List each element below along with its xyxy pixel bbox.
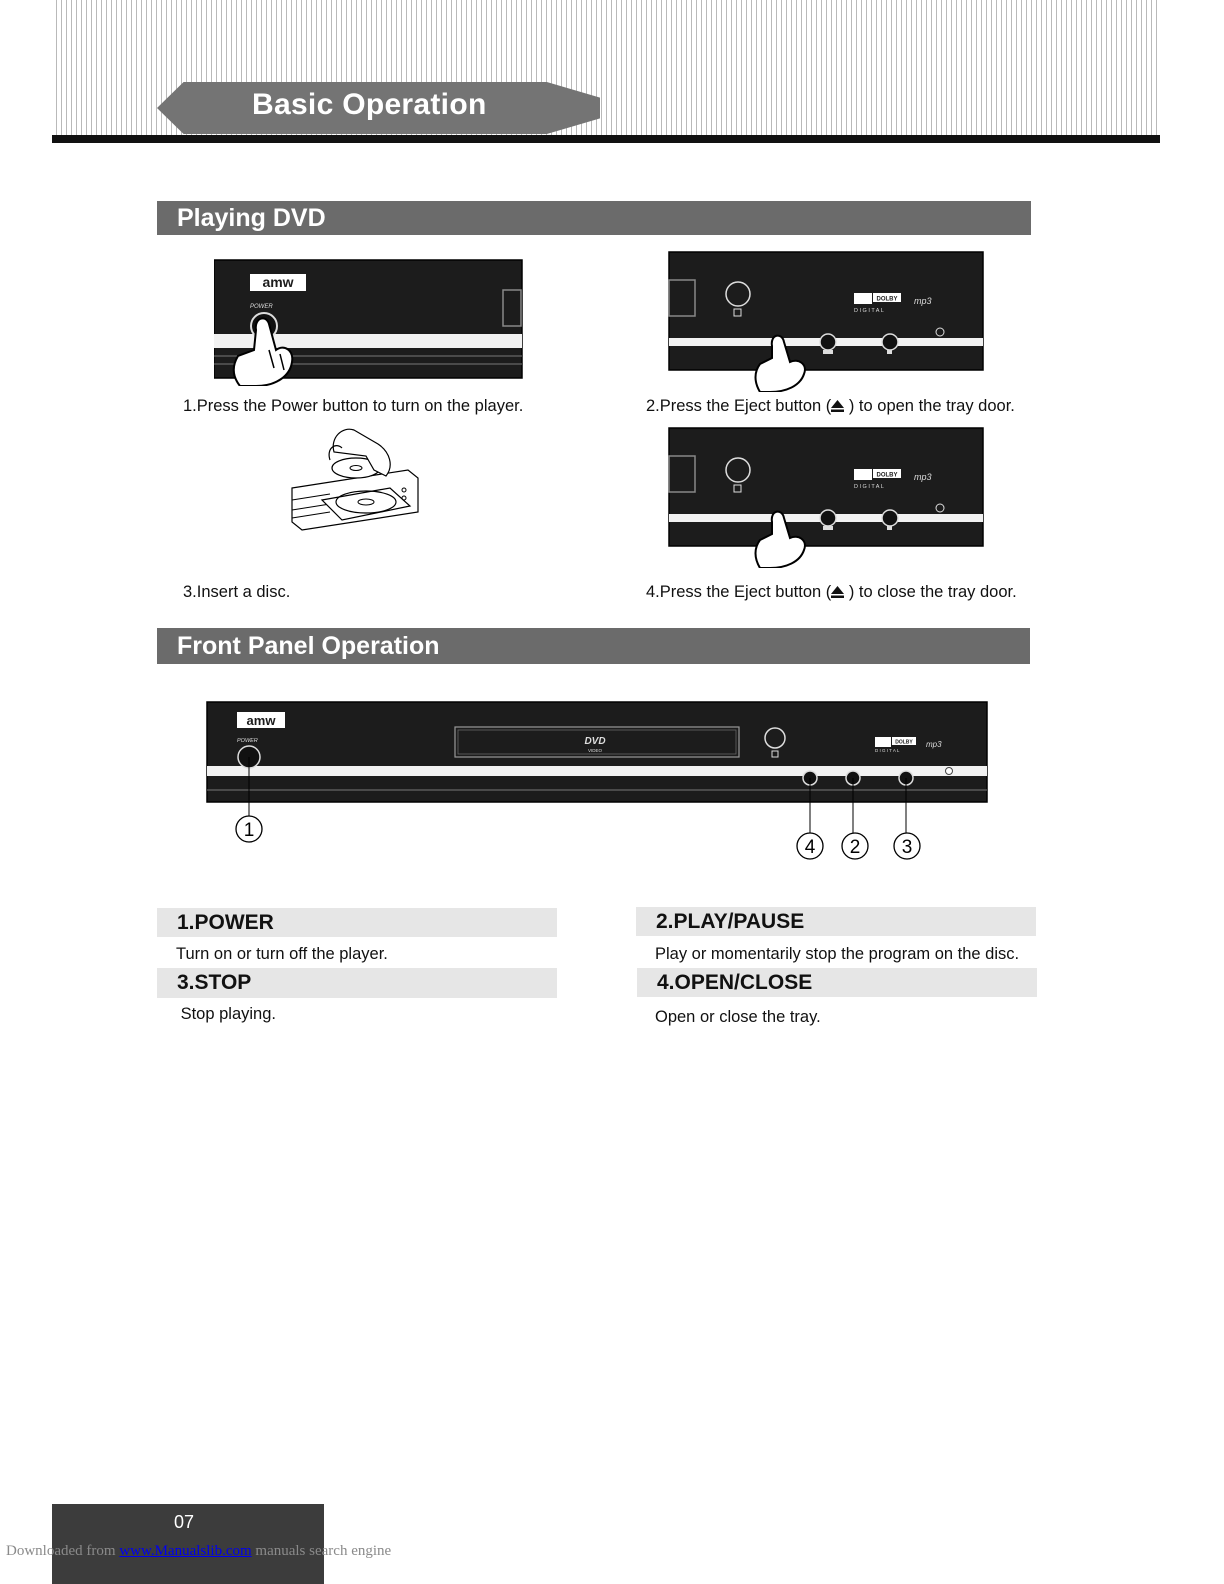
dolby-label: DOLBY: [876, 472, 898, 479]
callout-3-label: 3: [901, 837, 913, 858]
stop-description: Stop playing.: [176, 1005, 276, 1023]
open-close-heading: 4.OPEN/CLOSE: [637, 968, 1037, 997]
video-logo-text: VIDEO: [587, 748, 603, 753]
dolby-label: DOLBY: [895, 739, 913, 746]
step-4-text-before: 4.Press the Eject button (: [646, 583, 832, 601]
step-3-caption: 3.Insert a disc.: [183, 583, 291, 601]
download-prefix: Downloaded from: [6, 1543, 120, 1559]
page-number: 07: [173, 1512, 195, 1532]
power-label: POWER: [250, 304, 273, 310]
section-heading-playing-dvd: Playing DVD: [157, 201, 1031, 235]
front-panel-diagram: [205, 700, 989, 865]
callout-1-label: 1: [243, 820, 255, 841]
digital-label: D I G I T A L: [875, 748, 900, 753]
download-notice: [6, 1543, 391, 1560]
power-label: POWER: [237, 738, 258, 744]
eject-open-illustration: [668, 250, 984, 392]
power-heading: 1.POWER: [157, 908, 557, 937]
manualslib-link[interactable]: www.Manualslib.com: [119, 1543, 252, 1559]
step-4-caption: [646, 583, 1017, 602]
eject-icon: [831, 586, 844, 598]
dvd-logo-text: DVD: [584, 736, 606, 747]
digital-label: D I G I T A L: [854, 308, 884, 314]
section-heading-front-panel: Front Panel Operation: [157, 628, 1030, 664]
insert-disc-illustration: [290, 422, 420, 534]
play-pause-description: Play or momentarily stop the program on the disc.: [655, 945, 1020, 963]
step-2-caption: [646, 397, 1015, 416]
play-pause-heading: 2.PLAY/PAUSE: [636, 907, 1036, 936]
eject-icon: [831, 400, 844, 412]
digital-label: D I G I T A L: [854, 484, 884, 490]
callout-2-label: 2: [849, 837, 861, 858]
callout-4-label: 4: [804, 837, 816, 858]
brand-logo-text: amw: [246, 713, 276, 728]
mp3-label: mp3: [914, 296, 932, 306]
step-2-text-after: ) to open the tray door.: [844, 397, 1015, 415]
step-4-text-after: ) to close the tray door.: [844, 583, 1017, 601]
power-press-illustration: [214, 258, 524, 386]
header-rule: [52, 135, 1160, 143]
open-close-description: Open or close the tray.: [655, 1008, 821, 1026]
step-1-caption: 1.Press the Power button to turn on the player.: [183, 397, 524, 415]
stop-heading: 3.STOP: [157, 968, 557, 998]
eject-close-illustration: [668, 426, 984, 568]
mp3-label: mp3: [926, 740, 942, 749]
step-2-text-before: 2.Press the Eject button (: [646, 397, 832, 415]
page-title: Basic Operation: [252, 88, 487, 121]
power-description: Turn on or turn off the player.: [176, 945, 388, 963]
brand-logo-text: amw: [262, 274, 294, 290]
mp3-label: mp3: [914, 472, 932, 482]
download-suffix: manuals search engine: [251, 1543, 392, 1559]
dolby-label: DOLBY: [876, 296, 898, 303]
